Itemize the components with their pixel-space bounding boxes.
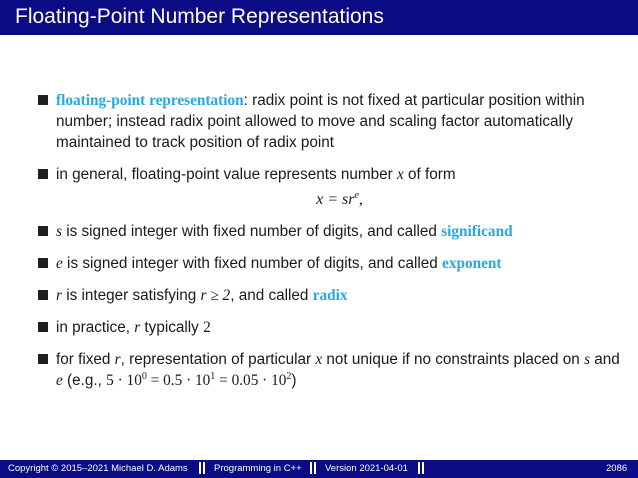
bullet-square-icon bbox=[38, 322, 48, 332]
bullet-text: in practice, bbox=[56, 319, 135, 336]
equation-lhs: x = sr bbox=[316, 191, 355, 208]
display-equation bbox=[38, 191, 623, 209]
example-exp-3: 2 bbox=[286, 371, 292, 382]
math-number-2: 2 bbox=[203, 319, 211, 336]
footer-separator bbox=[199, 462, 201, 474]
footer-separator bbox=[422, 462, 424, 474]
bullet-text: (e.g., bbox=[62, 372, 107, 389]
bullet-text: is signed integer with fixed number of digits, and called bbox=[62, 255, 443, 272]
footer-course: Programming in C++ bbox=[214, 463, 302, 474]
bullet-list bbox=[38, 90, 623, 402]
bullet-text: and bbox=[590, 351, 620, 368]
footer-separator bbox=[203, 462, 205, 474]
bullet-text: of form bbox=[403, 166, 456, 183]
example-exp-1: 0 bbox=[141, 371, 147, 382]
term-exponent: exponent bbox=[442, 255, 502, 272]
bullet-square-icon bbox=[38, 290, 48, 300]
bullet-text: in general, floating-point value represents number bbox=[56, 166, 397, 183]
equation-exponent: e bbox=[354, 190, 359, 201]
bullet-text: not unique if no constraints placed on bbox=[322, 351, 585, 368]
example-term-1: 5 · 10 bbox=[106, 372, 142, 389]
math-var-r: r bbox=[56, 287, 62, 304]
bullet-floating-point-definition bbox=[38, 90, 623, 153]
bullet-text: : radix point is not fixed at particular position within number; instead radix point allowed to move and scaling factor automatically maintained to track position of radix point bbox=[56, 92, 585, 151]
bullet-radix bbox=[38, 285, 623, 306]
bullet-text: is signed integer with fixed number of digits, and called bbox=[61, 223, 442, 240]
bullet-exponent bbox=[38, 253, 623, 274]
footer-page-number: 2086 bbox=[606, 463, 628, 474]
bullet-text: typically bbox=[140, 319, 204, 336]
bullet-text: for fixed bbox=[56, 351, 115, 368]
math-var-e: e bbox=[56, 372, 63, 389]
bullet-square-icon bbox=[38, 258, 48, 268]
term-significand: significand bbox=[441, 223, 513, 240]
bullet-practice bbox=[38, 317, 623, 338]
footer-copyright: Copyright © 2015–2021 Michael D. Adams bbox=[8, 463, 188, 474]
bullet-text: , and called bbox=[230, 287, 313, 304]
bullet-square-icon bbox=[38, 226, 48, 236]
title-bar bbox=[0, 0, 638, 35]
math-var-x: x bbox=[396, 166, 404, 183]
bullet-general-form bbox=[38, 164, 623, 185]
example-term-2: = 0.5 · 10 bbox=[146, 372, 211, 389]
math-var-s: s bbox=[56, 223, 62, 240]
example-exp-2: 1 bbox=[210, 371, 216, 382]
math-var-e: e bbox=[56, 255, 63, 272]
bullet-not-unique bbox=[38, 349, 623, 391]
bullet-square-icon bbox=[38, 95, 48, 105]
bullet-significand bbox=[38, 221, 623, 242]
bullet-text: is integer satisfying bbox=[61, 287, 201, 304]
math-var-r: r bbox=[114, 351, 121, 368]
footer-version: Version 2021-04-01 bbox=[325, 463, 408, 474]
term-floating-point-representation: floating-point representation bbox=[56, 92, 244, 109]
bullet-text: , representation of particular bbox=[120, 351, 316, 368]
footer-separator bbox=[314, 462, 316, 474]
bullet-square-icon bbox=[38, 354, 48, 364]
footer-separator bbox=[418, 462, 420, 474]
math-var-r: r bbox=[134, 319, 141, 336]
math-var-x: x bbox=[315, 351, 323, 368]
math-var-s: s bbox=[584, 351, 591, 368]
equation-comma: , bbox=[358, 191, 363, 208]
example-term-3: = 0.05 · 10 bbox=[215, 372, 287, 389]
term-radix: radix bbox=[312, 287, 348, 304]
math-inequality: r ≥ 2 bbox=[200, 287, 231, 304]
bullet-square-icon bbox=[38, 169, 48, 179]
slide-title: Floating-Point Number Representations bbox=[15, 5, 384, 28]
footer-bar bbox=[0, 460, 638, 478]
footer-separator bbox=[310, 462, 312, 474]
bullet-text: ) bbox=[291, 372, 297, 389]
